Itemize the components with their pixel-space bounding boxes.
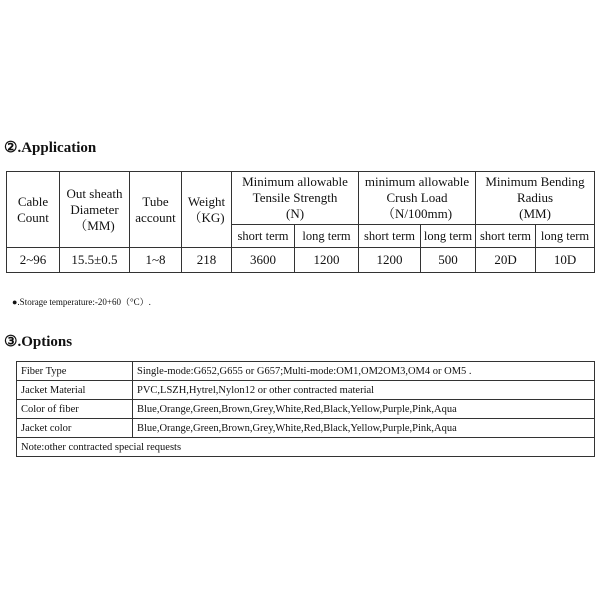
option-value: Single-mode:G652,G655 or G657;Multi-mode:OM1,OM2OM3,OM4 or OM5 . bbox=[133, 362, 595, 381]
cell-bending-short: 20D bbox=[476, 248, 536, 273]
subheader-bending-long: long term bbox=[536, 225, 595, 248]
header-bending-radius: Minimum Bending Radius (MM) bbox=[476, 172, 595, 225]
table-row bbox=[17, 362, 595, 381]
options-footer-note: Note:other contracted special requests bbox=[17, 438, 595, 457]
header-tensile-strength: Minimum allowable Tensile Strength (N) bbox=[232, 172, 359, 225]
table-row bbox=[17, 419, 595, 438]
option-value: Blue,Orange,Green,Brown,Grey,White,Red,Black,Yellow,Purple,Pink,Aqua bbox=[133, 400, 595, 419]
option-value: PVC,LSZH,Hytrel,Nylon12 or other contracted material bbox=[133, 381, 595, 400]
cell-out-sheath: 15.5±0.5 bbox=[60, 248, 130, 273]
header-crush-load: minimum allowable Crush Load （N/100mm) bbox=[359, 172, 476, 225]
header-cable-count: Cable Count bbox=[7, 172, 60, 248]
cell-tube: 1~8 bbox=[130, 248, 182, 273]
cell-crush-short: 1200 bbox=[359, 248, 421, 273]
options-heading: ③.Options bbox=[4, 334, 73, 350]
application-table bbox=[6, 171, 595, 273]
table-row bbox=[17, 400, 595, 419]
option-label: Color of fiber bbox=[17, 400, 133, 419]
storage-temperature-note: ●.Storage temperature:-20+60（°C）. bbox=[12, 297, 151, 307]
subheader-crush-long: long term bbox=[421, 225, 476, 248]
options-table bbox=[16, 361, 595, 457]
cell-weight: 218 bbox=[182, 248, 232, 273]
cell-bending-long: 10D bbox=[536, 248, 595, 273]
cell-crush-long: 500 bbox=[421, 248, 476, 273]
header-weight: Weight （KG) bbox=[182, 172, 232, 248]
option-value: Blue,Orange,Green,Brown,Grey,White,Red,Black,Yellow,Purple,Pink,Aqua bbox=[133, 419, 595, 438]
table-row bbox=[7, 248, 595, 273]
option-label: Jacket color bbox=[17, 419, 133, 438]
option-label: Fiber Type bbox=[17, 362, 133, 381]
table-row bbox=[17, 381, 595, 400]
header-out-sheath-diameter: Out sheath Diameter （MM) bbox=[60, 172, 130, 248]
cell-tensile-short: 3600 bbox=[232, 248, 295, 273]
subheader-bending-short: short term bbox=[476, 225, 536, 248]
subheader-tensile-long: long term bbox=[295, 225, 359, 248]
subheader-tensile-short: short term bbox=[232, 225, 295, 248]
option-label: Jacket Material bbox=[17, 381, 133, 400]
table-row bbox=[17, 438, 595, 457]
cell-cable-count: 2~96 bbox=[7, 248, 60, 273]
header-tube-account: Tube account bbox=[130, 172, 182, 248]
subheader-crush-short: short term bbox=[359, 225, 421, 248]
cell-tensile-long: 1200 bbox=[295, 248, 359, 273]
application-heading: ②.Application bbox=[4, 140, 97, 156]
